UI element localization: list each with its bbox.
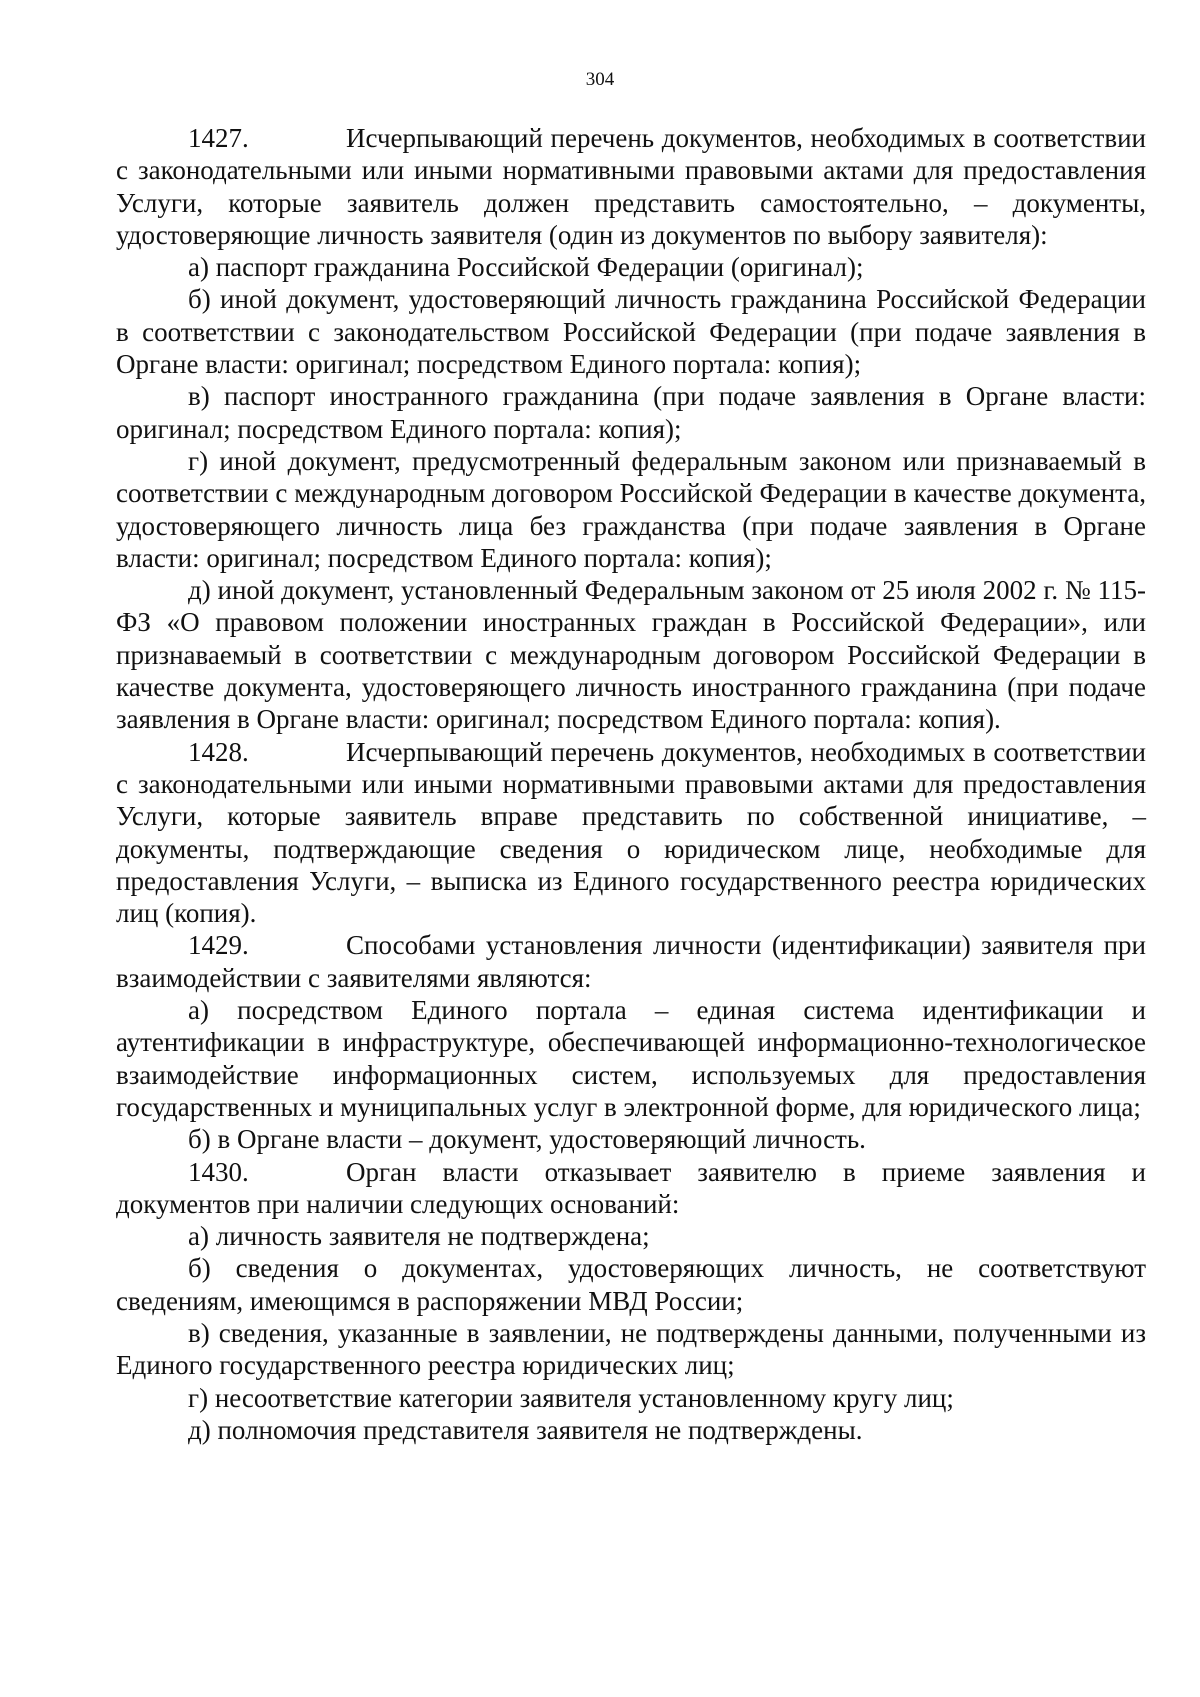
list-item: б) сведения о документах, удостоверяющих личность, не соответствуют сведениям, имеющимся в распоряжении МВД России;: [116, 1253, 1146, 1316]
list-item: г) несоответствие категории заявителя установленному кругу лиц;: [188, 1382, 954, 1413]
paragraph-1428: [116, 736, 1146, 930]
paragraph-text: Способами установления личности (идентификации) заявителя при взаимодействии с заявителями являются:: [116, 930, 1146, 993]
paragraph-1430: [116, 1156, 1146, 1221]
item-number: 1429.: [188, 930, 249, 961]
document-body: [116, 122, 1146, 1446]
list-item: а) личность заявителя не подтверждена;: [188, 1221, 650, 1252]
paragraph-text: Исчерпывающий перечень документов, необходимых в соответствии с законодательными или иными нормативными правовыми актами для предоставления Услуги, которые заявитель вправе представить по собственной инициативе, – документы, подтверждающие сведения о юридическом лице, необходимые для предоставления Услуги, – выписка из Единого государственного реестра юридических лиц (копия).: [116, 736, 1146, 929]
list-item: б) в Органе власти – документ, удостоверяющий личность.: [188, 1124, 866, 1155]
paragraph-1429: [116, 929, 1146, 994]
list-item: а) паспорт гражданина Российской Федерации (оригинал);: [188, 252, 864, 283]
item-number: 1427.: [188, 123, 249, 153]
list-item: а) посредством Единого портала – единая система идентификации и аутентификации в инфраструктуре, обеспечивающей информационно-технологическое взаимодействие информационных систем, используемых для предоставления государственных и муниципальных услуг в электронной форме, для юридического лица;: [116, 995, 1146, 1122]
paragraph-1427: [116, 122, 1146, 251]
list-item: в) сведения, указанные в заявлении, не подтверждены данными, полученными из Единого государственного реестра юридических лиц;: [116, 1317, 1146, 1381]
list-item: д) иной документ, установленный Федеральным законом от 25 июля 2002 г. № 115-ФЗ «О правовом положении иностранных граждан в Российской Федерации», или признаваемый в соответствии с международным договором Российской Федерации в качестве документа, удостоверяющего личность иностранного гражданина (при подаче заявления в Органе власти: оригинал; посредством Единого портала: копия).: [116, 575, 1146, 735]
paragraph-text: Исчерпывающий перечень документов, необходимых в соответствии с законодательными или иными нормативными правовыми актами для предоставления Услуги, которые заявитель должен представить самостоятельно, – документы, удостоверяющие личность заявителя (один из документов по выбору заявителя):: [116, 123, 1146, 250]
list-item: б) иной документ, удостоверяющий личность гражданина Российской Федерации в соответствии с законодательством Российской Федерации (при подаче заявления в Органе власти: оригинал; посредством Единого портала: копия);: [116, 284, 1146, 380]
list-item: в) паспорт иностранного гражданина (при подаче заявления в Органе власти: оригинал; посредством Единого портала: копия);: [116, 381, 1146, 444]
item-number: 1428.: [188, 736, 249, 767]
paragraph-text: Орган власти отказывает заявителю в приеме заявления и документов при наличии следующих оснований:: [116, 1156, 1146, 1219]
page-number: 304: [585, 69, 615, 90]
item-number: 1430.: [188, 1156, 249, 1187]
list-item: г) иной документ, предусмотренный федеральным законом или признаваемый в соответствии с международным договором Российской Федерации в качестве документа, удостоверяющего личность лица без гражданства (при подаче заявления в Органе власти: оригинал; посредством Единого портала: копия);: [116, 445, 1146, 573]
list-item: д) полномочия представителя заявителя не подтверждены.: [188, 1414, 863, 1445]
